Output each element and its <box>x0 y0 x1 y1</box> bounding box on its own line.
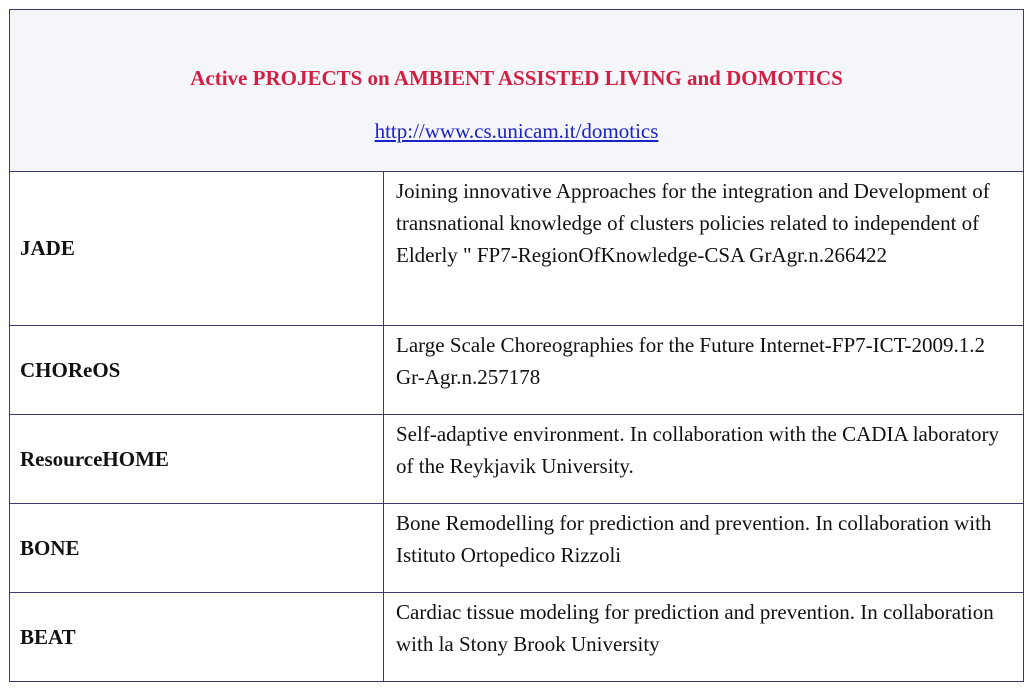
table-row <box>10 415 1023 504</box>
project-name: BONE <box>20 535 80 560</box>
projects-table <box>9 9 1024 682</box>
project-name: ResourceHOME <box>20 446 169 471</box>
column-divider <box>383 326 384 414</box>
table-row <box>10 172 1023 326</box>
column-divider <box>383 504 384 592</box>
table-title: Active PROJECTS on AMBIENT ASSISTED LIVING and DOMOTICS <box>190 66 843 90</box>
table-row <box>10 326 1023 415</box>
domotics-link[interactable]: http://www.cs.unicam.it/domotics <box>374 119 659 143</box>
domotics-link-container <box>10 118 1023 144</box>
column-divider <box>383 593 384 682</box>
column-divider <box>383 415 384 503</box>
project-description: Joining innovative Approaches for the integration and Development of transnational knowledge of clusters policies related to independent of Elderly " FP7-RegionOfKnowledge-CSA GrAgr.n.266422 <box>396 179 990 267</box>
column-divider <box>383 172 384 325</box>
project-name: JADE <box>20 236 75 260</box>
project-rows <box>10 172 1023 682</box>
project-description: Large Scale Choreographies for the Future Internet-FP7-ICT-2009.1.2 Gr-Agr.n.257178 <box>396 333 986 389</box>
project-description: Self-adaptive environment. In collaboration with the CADIA laboratory of the Reykjavik University. <box>396 422 1000 478</box>
project-name: CHOReOS <box>20 357 121 382</box>
table-header <box>10 10 1023 172</box>
project-name: BEAT <box>20 625 76 649</box>
project-description: Cardiac tissue modeling for prediction and prevention. In collaboration with la Stony Brook University <box>396 600 994 656</box>
table-row <box>10 504 1023 593</box>
table-row <box>10 593 1023 682</box>
project-description: Bone Remodelling for prediction and prevention. In collaboration with Istituto Ortopedico Rizzoli <box>396 511 992 567</box>
